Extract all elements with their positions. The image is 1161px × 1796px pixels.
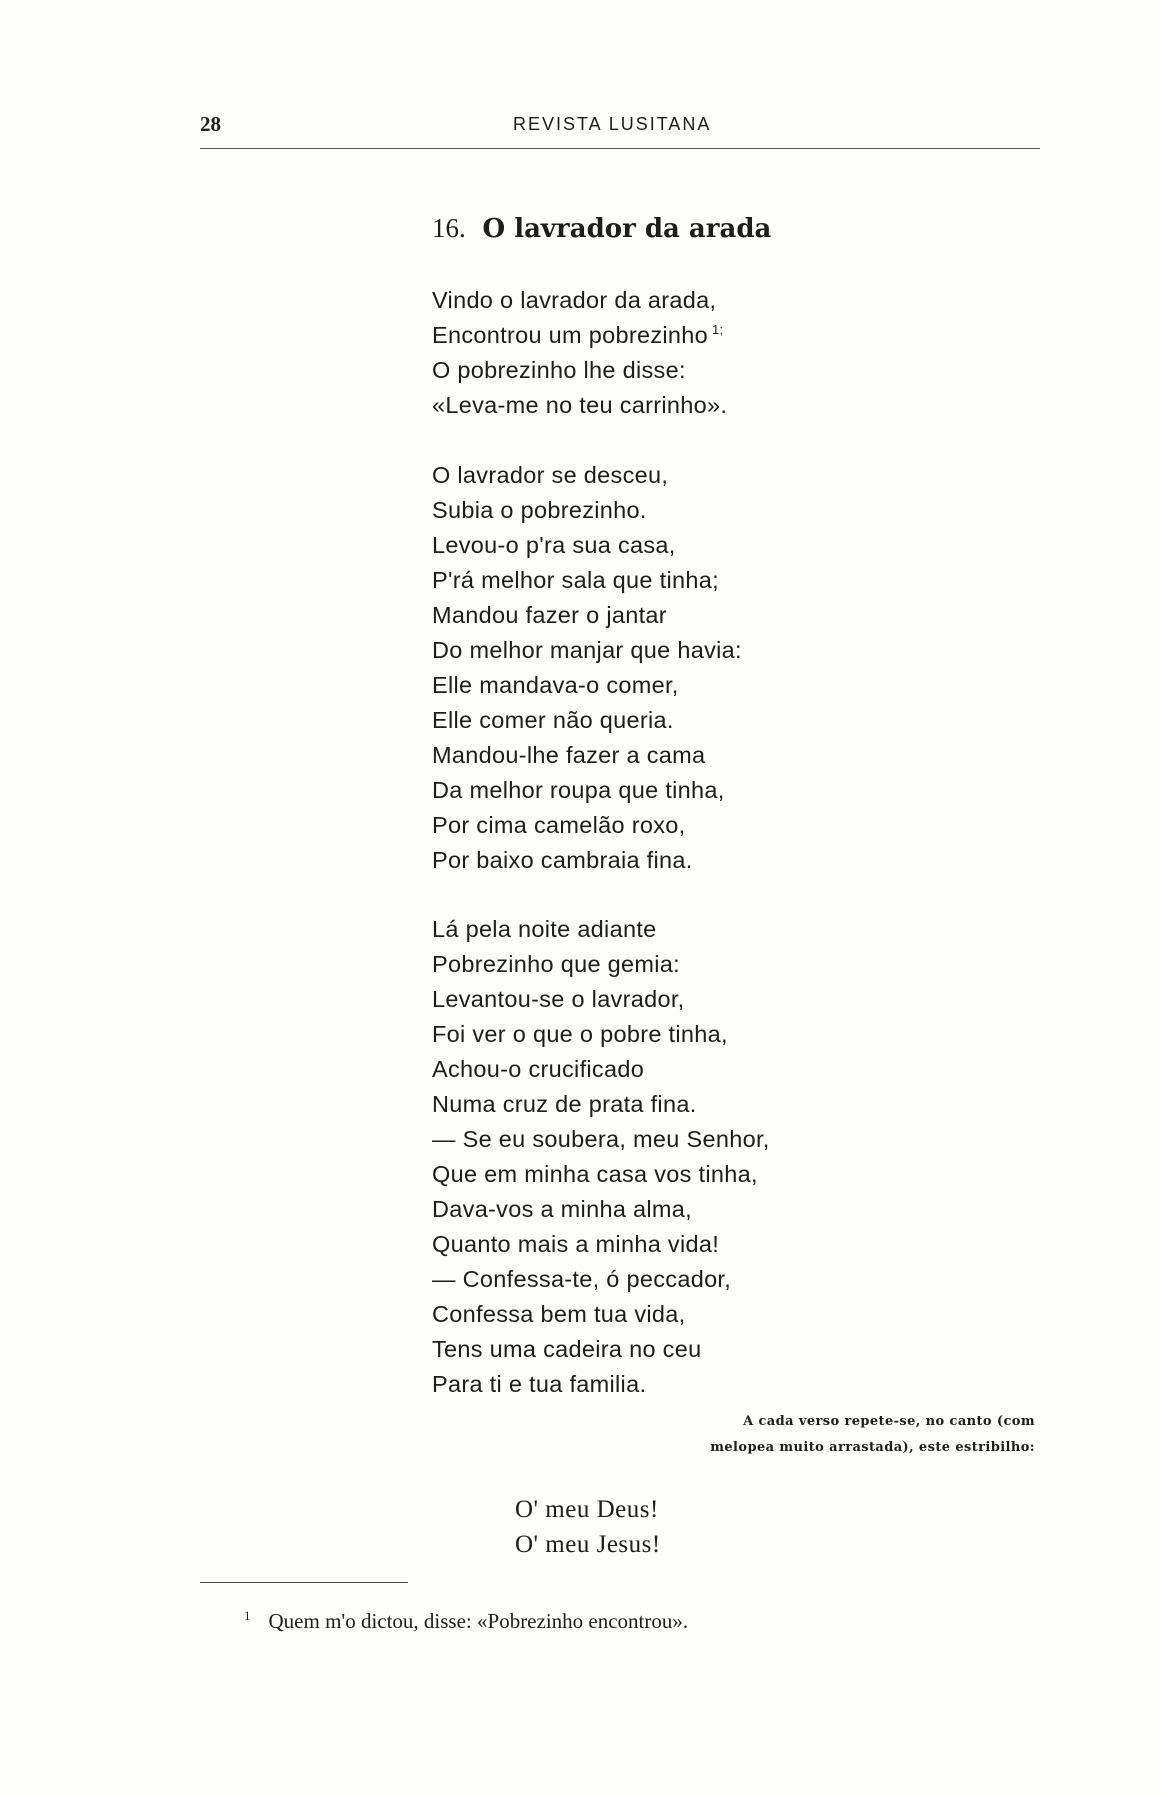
verse-line: Da melhor roupa que tinha, bbox=[432, 777, 725, 803]
footnote bbox=[244, 1609, 688, 1634]
verse-line: Numa cruz de prata fina. bbox=[432, 1091, 697, 1117]
verse-line: Encontrou um pobrezinho $^{1;}$ bbox=[432, 322, 724, 348]
stanza-1 bbox=[432, 283, 727, 423]
footnote-mark: 1 bbox=[244, 1608, 251, 1623]
stanza-3 bbox=[432, 912, 770, 1402]
verse-line: Que em minha casa vos tinha, bbox=[432, 1161, 758, 1187]
verse-line: Tens uma cadeira no ceu bbox=[432, 1336, 702, 1362]
page-header bbox=[200, 108, 1040, 142]
verse-line: Lá pela noite adiante bbox=[432, 916, 657, 942]
poem-name: O lavrador da arada bbox=[482, 214, 772, 244]
verse-line: Mandou-lhe fazer a cama bbox=[432, 742, 706, 768]
verse-line: Para ti e tua familia. bbox=[432, 1371, 647, 1397]
verse-line: Elle comer não queria. bbox=[432, 707, 674, 733]
verse-line: Quanto mais a minha vida! bbox=[432, 1231, 720, 1257]
verse-line: Por cima camelão roxo, bbox=[432, 812, 686, 838]
verse-line: Elle mandava-o comer, bbox=[432, 672, 679, 698]
note-line-1: A cada verso repete-se, no canto (com bbox=[743, 1414, 1035, 1429]
verse-line: — Se eu soubera, meu Senhor, bbox=[432, 1126, 770, 1152]
verse-line: Subia o pobrezinho. bbox=[432, 497, 647, 523]
page-number: 28 bbox=[200, 112, 221, 136]
performance-note bbox=[668, 1409, 1035, 1461]
verse-line: Pobrezinho que gemia: bbox=[432, 951, 680, 977]
verse-line: Dava-vos a minha alma, bbox=[432, 1196, 692, 1222]
verse-line: Vindo o lavrador da arada, bbox=[432, 287, 717, 313]
note-line-2: melopea muito arrastada), este estribilho: bbox=[710, 1440, 1035, 1455]
footnote-text: Quem m'o dictou, disse: «Pobrezinho encontrou». bbox=[268, 1609, 689, 1633]
verse-line: Do melhor manjar que havia: bbox=[432, 637, 742, 663]
verse-line: Foi ver o que o pobre tinha, bbox=[432, 1021, 728, 1047]
verse-line: O pobrezinho lhe disse: bbox=[432, 357, 686, 383]
verse-line: Confessa bem tua vida, bbox=[432, 1301, 686, 1327]
refrain bbox=[515, 1492, 661, 1562]
verse-line: P'rá melhor sala que tinha; bbox=[432, 567, 719, 593]
verse-line: O lavrador se desceu, bbox=[432, 462, 669, 488]
refrain-line: O' meu Jesus! bbox=[515, 1531, 661, 1558]
poem-number: 16. bbox=[432, 213, 466, 243]
footnote-rule bbox=[200, 1582, 408, 1583]
refrain-line: O' meu Deus! bbox=[515, 1496, 659, 1523]
header-rule bbox=[200, 148, 1040, 149]
verse-line: Levou-o p'ra sua casa, bbox=[432, 532, 676, 558]
verse-line: «Leva-me no teu carrinho». bbox=[432, 392, 728, 418]
verse-line: Achou-o crucificado bbox=[432, 1056, 645, 1082]
verse-line: Mandou fazer o jantar bbox=[432, 602, 667, 628]
verse-line: Por baixo cambraia fina. bbox=[432, 847, 693, 873]
running-title: REVISTA LUSITANA bbox=[513, 114, 712, 134]
verse-line: — Confessa-te, ó peccador, bbox=[432, 1266, 732, 1292]
poem-title bbox=[432, 213, 771, 244]
stanza-2 bbox=[432, 458, 742, 878]
footnote-reference: 1; bbox=[712, 322, 724, 338]
verse-line: Levantou-se o lavrador, bbox=[432, 986, 685, 1012]
